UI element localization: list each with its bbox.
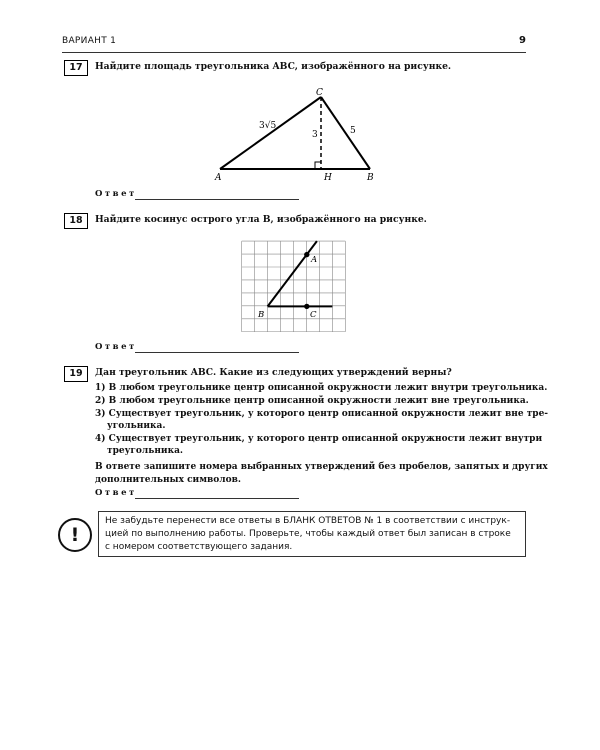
point-b-label: B — [258, 310, 265, 320]
option-4-continuation: треугольника. — [107, 446, 184, 456]
ray-ba — [268, 241, 317, 306]
notice-line-2: цией по выполнению работы. Проверьте, чтобы каждый ответ был записан в строке — [105, 529, 511, 539]
vertex-a-label: A — [215, 173, 222, 182]
answer-label-18: Ответ — [95, 342, 137, 352]
side-ch-length: 3 — [312, 130, 318, 140]
point-a-dot — [304, 252, 309, 257]
notice-box — [98, 511, 526, 557]
answer-field-18[interactable] — [135, 352, 299, 353]
point-a-label: A — [311, 255, 318, 265]
option-3-continuation: угольника. — [107, 421, 166, 431]
instruction-line-1: В ответе запишите номера выбранных утверждений без пробелов, запятых и других — [95, 462, 548, 472]
notice-line-1: Не забудьте перенести все ответы в БЛАНК ОТВЕТОВ № 1 в соответствии с инструк- — [105, 516, 511, 526]
question-number-19: 19 — [64, 366, 88, 382]
vertex-b-label: B — [367, 173, 374, 182]
option-4: 4) Существует треугольник, у которого центр описанной окружности лежит внутри — [95, 434, 543, 444]
question-number-18: 18 — [64, 213, 88, 229]
question-17-text: Найдите площадь треугольника ABC, изображённого на рисунке. — [95, 61, 452, 72]
grid-angle-figure — [240, 238, 350, 336]
exclamation-icon: ! — [58, 518, 92, 552]
side-cb-length: 5 — [350, 126, 356, 136]
right-angle-mark — [315, 162, 321, 169]
notice-text — [105, 515, 521, 554]
answer-label-19: Ответ — [95, 488, 137, 498]
notice-line-3: с номером соответствующего задания. — [105, 542, 293, 552]
option-3: 3) Существует треугольник, у которого центр описанной окружности лежит вне тре- — [95, 409, 549, 419]
option-2: 2) В любом треугольнике центр описанной окружности лежит вне треугольника. — [95, 396, 529, 406]
instruction-line-2: дополнительных символов. — [95, 475, 242, 485]
variant-label: ВАРИАНТ 1 — [62, 36, 117, 46]
foot-h-label: H — [324, 173, 332, 182]
point-c-label: C — [310, 310, 317, 320]
triangle-abc-figure — [200, 82, 390, 182]
triangle-outline — [220, 97, 370, 169]
answer-label-17: Ответ — [95, 189, 137, 199]
vertex-c-label: C — [316, 88, 323, 98]
option-1: 1) В любом треугольнике центр описанной окружности лежит внутри треугольника. — [95, 383, 548, 393]
question-18-text: Найдите косинус острого угла B, изображённого на рисунке. — [95, 214, 427, 225]
answer-field-17[interactable] — [135, 199, 299, 200]
question-19-text: Дан треугольник ABC. Какие из следующих утверждений верны? — [95, 367, 452, 378]
point-c-dot — [304, 304, 309, 309]
side-ac-length: 3√5 — [259, 121, 277, 131]
page-header — [62, 36, 526, 53]
page-number: 9 — [519, 35, 526, 46]
question-number-17: 17 — [64, 60, 88, 76]
answer-field-19[interactable] — [135, 498, 299, 499]
